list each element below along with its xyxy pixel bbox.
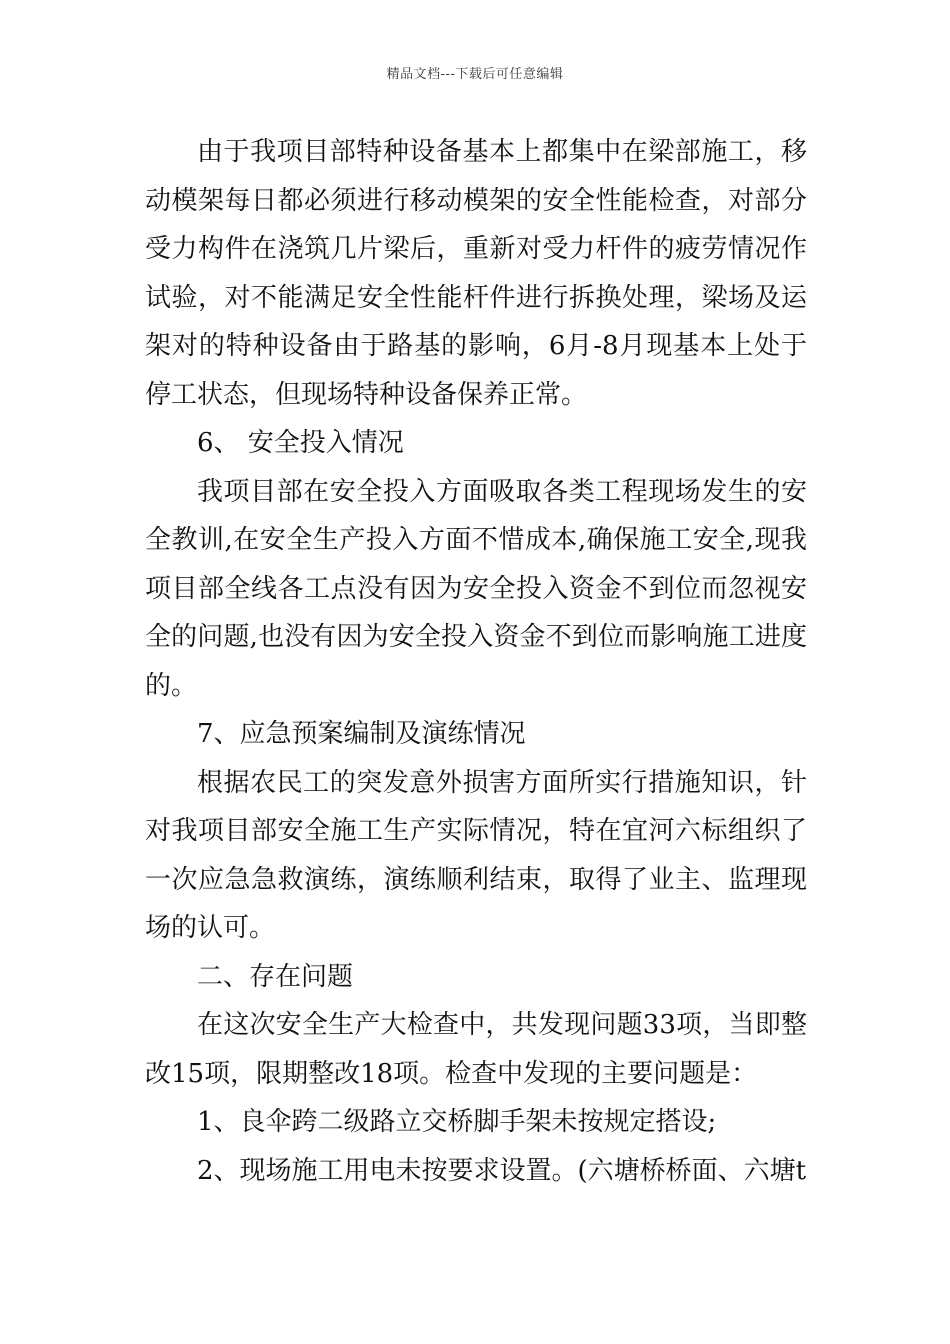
page-header: 精品文档---下载后可任意编辑 <box>386 67 564 82</box>
list-item-problem-2: 2、现场施工用电未按要求设置。(六塘桥桥面、六塘t <box>197 1155 807 1186</box>
heading-existing-problems: 二、存在问题 <box>197 961 354 992</box>
document-body <box>145 128 807 1195</box>
heading-safety-investment: 6、 安全投入情况 <box>197 428 404 458</box>
heading-emergency-plan: 7、应急预案编制及演练情况 <box>197 719 526 749</box>
paragraph-safety-investment: 我项目部在安全投入方面吸取各类工程现场发生的安全教训,在安全生产投入方面不惜成本,确保施工安全,现我项目部全线各工点没有因为安全投入资金不到位而忽视安全的问题,也没有因为安全投入资金不到位而影响施工进度的。 <box>145 476 807 701</box>
paragraph-inspection-summary: 在这次安全生产大检查中，共发现问题33项，当即整改15项，限期整改18项。检查中发现的主要问题是： <box>145 1010 807 1089</box>
paragraph-special-equipment: 由于我项目部特种设备基本上都集中在梁部施工，移动模架每日都必须进行移动模架的安全性能检查，对部分受力构件在浇筑几片梁后，重新对受力杆件的疲劳情况作试验，对不能满足安全性能杆件进行拆换处理，梁场及运架对的特种设备由于路基的影响，6月-8月现基本上处于停工状态，但现场特种设备保养正常。 <box>145 137 807 410</box>
paragraph-emergency-drill: 根据农民工的突发意外损害方面所实行措施知识，针对我项目部安全施工生产实际情况，特在宜河六标组织了一次应急急救演练，演练顺利结束，取得了业主、监理现场的认可。 <box>145 767 807 943</box>
list-item-problem-1: 1、良伞跨二级路立交桥脚手架未按规定搭设; <box>197 1107 717 1137</box>
